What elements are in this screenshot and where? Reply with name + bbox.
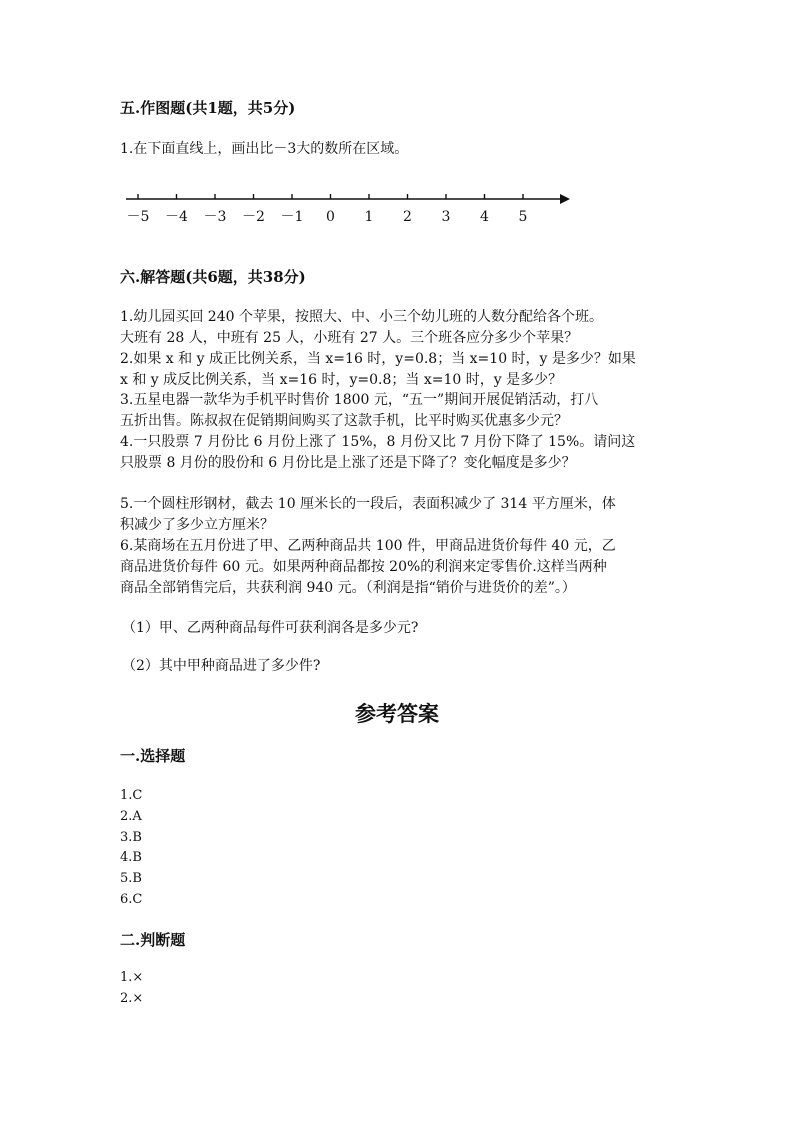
section6-q1-line1: 1.幼儿园买回 240 个苹果，按照大、中、小三个幼儿班的人数分配给各个班。: [120, 309, 603, 325]
section6-q2-line2: x 和 y 成反比例关系，当 x=16 时，y=0.8；当 x=10 时，y 是多少？: [120, 372, 563, 388]
section6-q6-line2: 商品进货价每件 60 元。如果两种商品都按 20%的利润来定零售价.这样当两种: [120, 559, 607, 575]
list-item: 6.C: [120, 891, 143, 907]
section6-q6-line3: 商品全部销售完后，共获利润 940 元。（利润是指“销价与进货价的差”。）: [120, 580, 576, 596]
number-line-label: －1: [280, 209, 304, 225]
number-line-label: 4: [480, 209, 489, 225]
number-line: [120, 185, 580, 230]
section6-q4-line2: 只股票 8 月份的股份和 6 月份比是上涨了还是下降了？变化幅度是多少？: [120, 455, 576, 471]
number-line-label: 3: [441, 209, 451, 225]
answers-title: 参考答案: [355, 701, 439, 726]
number-line-label: －2: [242, 209, 265, 225]
list-item: 4.B: [120, 850, 142, 866]
section6-q3-line2: 五折出售。陈叔叔在促销期间购买了这款手机，比平时购买优惠多少元？: [120, 413, 568, 429]
section6-q5-line2: 积减少了多少立方厘米？: [120, 517, 274, 533]
section6-q6-sub2: （2）其中甲种商品进了多少件?: [122, 658, 321, 674]
section6-q1-line2: 大班有 28 人，中班有 25 人，小班有 27 人。三个班各应分多少个苹果？: [120, 330, 579, 346]
section6-heading: 六.解答题(共6题，共38分): [120, 268, 306, 286]
list-item: 2.A: [120, 808, 142, 824]
number-line-label: －3: [203, 209, 227, 225]
section6-q4-line1: 4.一只股票 7 月份比 6 月份上涨了 15%，8 月份又比 7 月份下降了 15%。请问这: [120, 434, 636, 450]
section5-question-1: 1.在下面直线上，画出比－3大的数所在区域。: [120, 141, 409, 157]
choice-answer-list: [120, 786, 142, 911]
judge-answer-list: [120, 968, 143, 1010]
number-line-label: －4: [165, 209, 188, 225]
number-line-arrow-icon: [560, 194, 570, 204]
number-line-label: －5: [126, 209, 150, 225]
section6-q3-line1: 3.五星电器一款华为手机平时售价 1800 元，“五一”期间开展促销活动，打八: [120, 392, 599, 408]
list-item: 5.B: [120, 871, 142, 887]
number-line-label: 1: [364, 209, 374, 225]
section6-q2-line1: 2.如果 x 和 y 成正比例关系，当 x=16 时，y=0.8；当 x=10 时，y 是多少？如果: [120, 351, 636, 367]
number-line-label: 2: [403, 209, 412, 225]
choice-heading: 一.选择题: [120, 747, 186, 765]
section5-heading: 五.作图题(共1题，共5分): [120, 99, 296, 117]
list-item: 3.B: [120, 829, 142, 845]
judge-heading: 二.判断题: [120, 931, 186, 949]
section6-q6-sub1: （1）甲、乙两种商品每件可获利润各是多少元?: [122, 620, 419, 636]
list-item: 1.C: [120, 788, 143, 803]
list-item: 2.×: [120, 990, 144, 1006]
list-item: 1.×: [120, 970, 144, 985]
section6-q6-line1: 6.某商场在五月份进了甲、乙两种商品共 100 件，甲商品进货价每件 40 元，乙: [120, 538, 616, 554]
number-line-label: 0: [326, 209, 335, 225]
number-line-label: 5: [518, 209, 528, 225]
section6-q5-line1: 5.一个圆柱形钢材，截去 10 厘米长的一段后，表面积减少了 314 平方厘米，体: [120, 496, 616, 512]
